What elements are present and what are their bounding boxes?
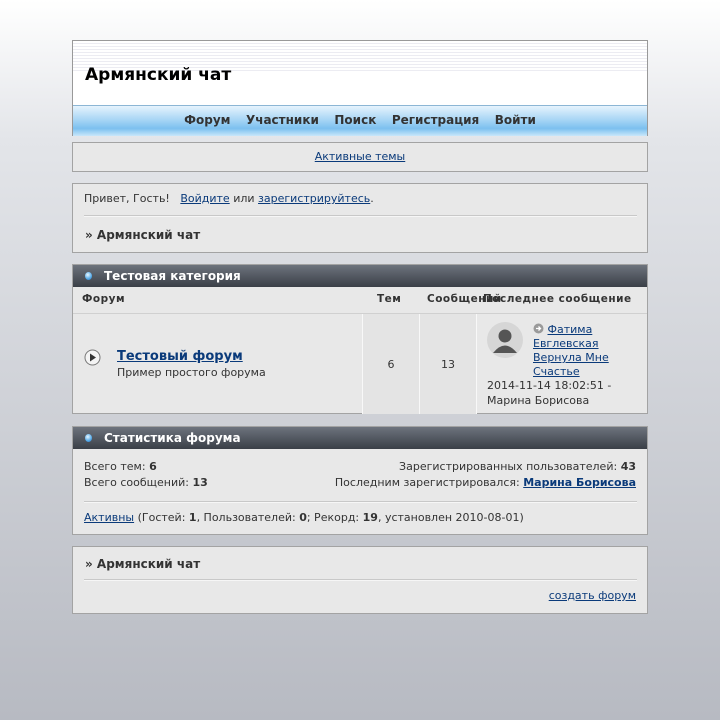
greeting-hello: Привет, Гость! <box>84 192 170 205</box>
last-post-link-3[interactable]: Вернула Мне <box>533 351 609 364</box>
total-topics-label: Всего тем: <box>84 460 146 473</box>
forum-cell <box>73 314 361 414</box>
col-header-last: Последнее сообщение <box>483 293 632 305</box>
footer-block <box>72 546 648 614</box>
create-forum-link[interactable]: создать форум <box>548 589 636 602</box>
site-title: Армянский чат <box>85 65 232 85</box>
active-users-link[interactable]: Активны <box>84 511 135 524</box>
last-post-link-2[interactable]: Евглевская <box>533 337 599 350</box>
record-date: , установлен 2010-08-01) <box>377 511 524 524</box>
guests-label: (Гостей: <box>137 511 186 524</box>
bullet-icon <box>85 434 92 442</box>
menu-register[interactable]: Регистрация <box>391 113 480 127</box>
last-post-title <box>533 323 609 379</box>
stats-right <box>335 459 636 491</box>
last-registered-label: Последним зарегистрировался: <box>334 476 520 489</box>
topics-cell <box>362 314 419 414</box>
registered-users-value: 43 <box>620 460 636 473</box>
col-header-forum: Форум <box>82 293 126 305</box>
menu-members[interactable]: Участники <box>245 113 319 127</box>
total-topics-value: 6 <box>149 460 157 473</box>
topics-count: 6 <box>387 358 395 371</box>
stats-block <box>72 426 648 535</box>
greeting-or: или <box>233 192 255 205</box>
record-label: ; Рекорд: <box>306 511 360 524</box>
category-header <box>73 265 647 287</box>
stats-header <box>73 427 647 449</box>
total-posts-value: 13 <box>192 476 208 489</box>
posts-cell <box>419 314 476 414</box>
breadcrumb: » Армянский чат <box>85 228 201 242</box>
record-value: 19 <box>362 511 378 524</box>
login-link[interactable]: Войдите <box>180 192 230 205</box>
divider <box>84 215 637 217</box>
avatar <box>487 322 523 358</box>
last-post-cell <box>476 314 647 414</box>
main-menu <box>73 105 647 136</box>
stats-title: Статистика форума <box>104 431 241 445</box>
total-posts-label: Всего сообщений: <box>84 476 189 489</box>
last-post-link-1[interactable]: Фатима <box>547 323 593 336</box>
go-to-post-icon[interactable] <box>533 323 544 334</box>
forum-description: Пример простого форума <box>117 366 266 379</box>
divider <box>84 501 637 503</box>
menu-forum[interactable]: Форум <box>184 113 231 127</box>
active-topics-bar <box>72 142 648 172</box>
bullet-icon <box>85 272 92 280</box>
register-link[interactable]: зарегистрируйтесь <box>258 192 371 205</box>
last-post-meta <box>487 378 611 408</box>
forum-title-link[interactable]: Тестовый форум <box>117 349 243 364</box>
stats-left <box>84 459 208 491</box>
greeting-end: . <box>370 192 374 205</box>
members-label: , Пользователей: <box>196 511 296 524</box>
guests-value: 1 <box>188 511 197 524</box>
divider <box>84 579 637 581</box>
col-header-posts: Сообщений <box>427 293 502 305</box>
greeting-text <box>84 192 374 205</box>
forum-row <box>73 313 647 414</box>
last-registered-user-link[interactable]: Марина Борисова <box>523 476 636 489</box>
registered-users-label: Зарегистрированных пользователей: <box>399 460 618 473</box>
last-post-link-4[interactable]: Счастье <box>533 365 580 378</box>
footer-breadcrumb: » Армянский чат <box>85 557 201 571</box>
posts-count: 13 <box>441 358 455 371</box>
site-header <box>72 40 648 136</box>
menu-search[interactable]: Поиск <box>334 113 377 127</box>
active-topics-link[interactable]: Активные темы <box>314 150 406 163</box>
last-post-date: 2014-11-14 18:02:51 - <box>487 379 612 392</box>
forum-status-icon <box>84 349 101 366</box>
online-stats <box>84 511 524 524</box>
last-post-author: Марина Борисова <box>487 394 590 407</box>
category-block <box>72 264 648 414</box>
greeting-panel <box>72 183 648 253</box>
col-header-topics: Тем <box>377 293 402 305</box>
category-title: Тестовая категория <box>104 269 241 283</box>
members-value: 0 <box>299 511 307 524</box>
menu-login[interactable]: Войти <box>494 113 536 127</box>
